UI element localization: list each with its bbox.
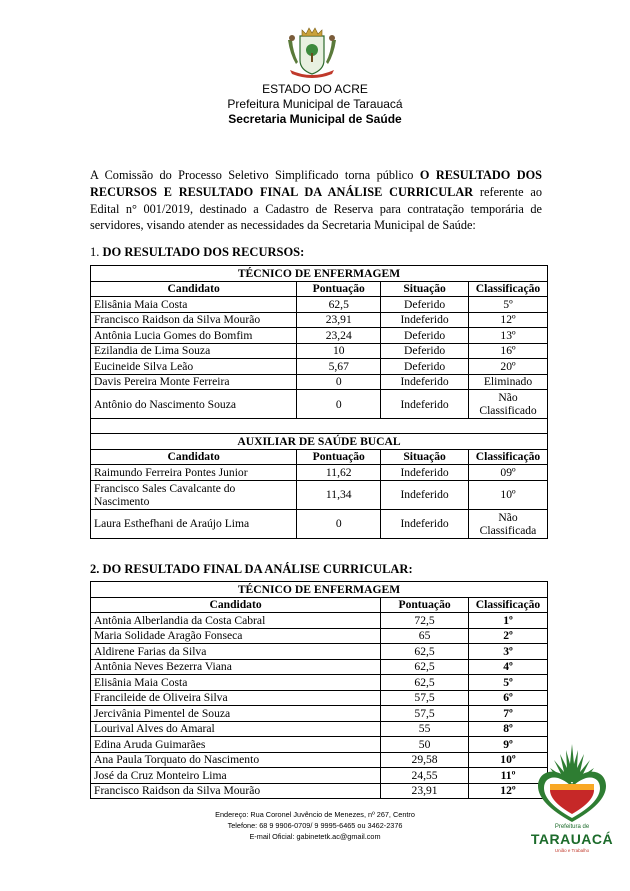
table-header-row [91, 449, 548, 465]
score-cell: 10 [297, 343, 381, 359]
candidate-cell: Ezilandia de Lima Souza [91, 343, 297, 359]
status-cell: Deferido [381, 297, 469, 313]
section-2-title [90, 562, 413, 577]
rank-cell: 3º [469, 644, 548, 660]
rank-cell: 1º [469, 613, 548, 629]
table-row [91, 312, 548, 328]
status-cell: Deferido [381, 359, 469, 375]
footer-email: E-mail Oficial: gabinetetk.ac@gmail.com [249, 832, 381, 841]
section-1-label: DO RESULTADO DOS RECURSOS: [102, 245, 305, 259]
candidate-cell: Raimundo Ferreira Pontes Junior [91, 465, 297, 481]
column-header: Pontuação [297, 449, 381, 465]
rank-cell: Não Classificado [469, 390, 548, 419]
rank-cell: 16º [469, 343, 548, 359]
table-row [91, 628, 548, 644]
column-header: Classificação [469, 449, 548, 465]
candidate-cell: Francisco Sales Cavalcante do Nascimento [91, 480, 297, 509]
rank-cell: 12º [469, 312, 548, 328]
candidate-cell: Eucineide Silva Leão [91, 359, 297, 375]
table-row [91, 359, 548, 375]
rank-cell: 12º [469, 783, 548, 799]
status-cell: Deferido [381, 343, 469, 359]
column-header: Situação [381, 281, 469, 297]
final-result-table [90, 581, 548, 799]
logo-motto: União e Trabalho [554, 848, 590, 853]
candidate-cell: Francisco Raidson da Silva Mourão [91, 312, 297, 328]
rank-cell: 6º [469, 690, 548, 706]
intro-paragraph [90, 167, 542, 234]
table-row [91, 480, 548, 509]
footer-phones: Telefone: 68 9 9906-0709/ 9 9995-6465 ou 3462-2376 [227, 821, 403, 830]
table-row [91, 768, 548, 784]
secretariat-name: Secretaria Municipal de Saúde [228, 112, 402, 126]
table-row [91, 374, 548, 390]
intro-text-start: A Comissão do Processo Seletivo Simplificado torna público [90, 168, 420, 182]
score-cell: 0 [297, 509, 381, 538]
score-cell: 57,5 [381, 690, 469, 706]
rank-cell: 09º [469, 465, 548, 481]
column-header: Candidato [91, 449, 297, 465]
logo-prefix: Prefeitura de [554, 824, 590, 830]
status-cell: Indeferido [381, 390, 469, 419]
table-title: TÉCNICO DE ENFERMAGEM [91, 266, 548, 282]
candidate-cell: Francileide de Oliveira Silva [91, 690, 381, 706]
prefecture-name: Prefeitura Municipal de Tarauacá [227, 97, 403, 111]
rank-cell: 9º [469, 737, 548, 753]
column-header: Situação [381, 449, 469, 465]
status-cell: Indeferido [381, 480, 469, 509]
candidate-cell: Elisânia Maia Costa [91, 297, 297, 313]
rank-cell: 20º [469, 359, 548, 375]
candidate-cell: Edina Aruda Guimarães [91, 737, 381, 753]
candidate-cell: Antônio do Nascimento Souza [91, 390, 297, 419]
score-cell: 62,5 [297, 297, 381, 313]
candidate-cell: Elisânia Maia Costa [91, 675, 381, 691]
candidate-cell: Antônia Lucia Gomes do Bomfim [91, 328, 297, 344]
score-cell: 5,67 [297, 359, 381, 375]
rank-cell: 10º [469, 752, 548, 768]
section-2-label: 2. DO RESULTADO FINAL DA ANÁLISE CURRICULAR: [90, 562, 413, 576]
table-title: AUXILIAR DE SAÚDE BUCAL [91, 434, 548, 450]
spacer-cell [91, 419, 548, 434]
table-title: TÉCNICO DE ENFERMAGEM [91, 582, 548, 598]
score-cell: 23,91 [381, 783, 469, 799]
table-row [91, 721, 548, 737]
candidate-cell: Jercivânia Pimentel de Souza [91, 706, 381, 722]
score-cell: 62,5 [381, 659, 469, 675]
score-cell: 29,58 [381, 752, 469, 768]
intro-text-bold: O RESULTADO DOS RECURSOS E RESULTADO FINAL DA ANÁLISE CURRICULAR [90, 168, 542, 199]
score-cell: 65 [381, 628, 469, 644]
rank-cell: 5º [469, 675, 548, 691]
candidate-cell: Francisco Raidson da Silva Mourão [91, 783, 381, 799]
rank-cell: 7º [469, 706, 548, 722]
rank-cell: Não Classificada [469, 509, 548, 538]
candidate-cell: José da Cruz Monteiro Lima [91, 768, 381, 784]
candidate-cell: Antônia Alberlandia da Costa Cabral [91, 613, 381, 629]
rank-cell: Eliminado [469, 374, 548, 390]
column-header: Pontuação [297, 281, 381, 297]
candidate-cell: Lourival Alves do Amaral [91, 721, 381, 737]
candidate-cell: Ana Paula Torquato do Nascimento [91, 752, 381, 768]
candidate-cell: Maria Solidade Aragão Fonseca [91, 628, 381, 644]
state-name: ESTADO DO ACRE [262, 82, 368, 96]
status-cell: Deferido [381, 328, 469, 344]
section-1-title [90, 245, 304, 260]
score-cell: 62,5 [381, 644, 469, 660]
table-row [91, 783, 548, 799]
rank-cell: 5º [469, 297, 548, 313]
table-row [91, 613, 548, 629]
column-header: Classificação [469, 597, 548, 613]
table-row [91, 706, 548, 722]
table-row [91, 297, 548, 313]
score-cell: 57,5 [381, 706, 469, 722]
status-cell: Indeferido [381, 509, 469, 538]
score-cell: 11,62 [297, 465, 381, 481]
municipal-crest-icon [282, 24, 342, 78]
rank-cell: 10º [469, 480, 548, 509]
score-cell: 50 [381, 737, 469, 753]
rank-cell: 4º [469, 659, 548, 675]
table-row [91, 644, 548, 660]
section-1-number: 1. [90, 245, 103, 259]
spacer-row [91, 419, 548, 434]
logo-name: TARAUACÁ [530, 831, 614, 847]
rank-cell: 8º [469, 721, 548, 737]
table-row [91, 675, 548, 691]
candidate-cell: Davis Pereira Monte Ferreira [91, 374, 297, 390]
table-row [91, 737, 548, 753]
appeals-result-table [90, 265, 548, 539]
table-row [91, 328, 548, 344]
footer-address: Endereço: Rua Coronel Juvêncio de Menezes, nº 267, Centro [215, 810, 415, 819]
column-header: Candidato [91, 597, 381, 613]
candidate-cell: Laura Esthefhani de Araújo Lima [91, 509, 297, 538]
status-cell: Indeferido [381, 374, 469, 390]
table-row [91, 659, 548, 675]
table-header-row [91, 281, 548, 297]
candidate-cell: Aldirene Farias da Silva [91, 644, 381, 660]
score-cell: 24,55 [381, 768, 469, 784]
score-cell: 0 [297, 390, 381, 419]
status-cell: Indeferido [381, 465, 469, 481]
column-header: Candidato [91, 281, 297, 297]
status-cell: Indeferido [381, 312, 469, 328]
column-header: Pontuação [381, 597, 469, 613]
table-row [91, 390, 548, 419]
rank-cell: 2º [469, 628, 548, 644]
score-cell: 62,5 [381, 675, 469, 691]
rank-cell: 11º [469, 768, 548, 784]
column-header: Classificação [469, 281, 548, 297]
table-header-row [91, 597, 548, 613]
table-row [91, 465, 548, 481]
score-cell: 23,91 [297, 312, 381, 328]
score-cell: 11,34 [297, 480, 381, 509]
candidate-cell: Antônia Neves Bezerra Viana [91, 659, 381, 675]
table-row [91, 752, 548, 768]
rank-cell: 13º [469, 328, 548, 344]
score-cell: 23,24 [297, 328, 381, 344]
table-row [91, 343, 548, 359]
intro-text-end: referente ao Edital n° 001/2019, destinado a Cadastro de Reserva para contratação temporária de servidores, visando atender as necessidades da Secretaria Municipal de Saúde: [90, 184, 543, 233]
table-row [91, 509, 548, 538]
score-cell: 0 [297, 374, 381, 390]
score-cell: 72,5 [381, 613, 469, 629]
score-cell: 55 [381, 721, 469, 737]
table-row [91, 690, 548, 706]
